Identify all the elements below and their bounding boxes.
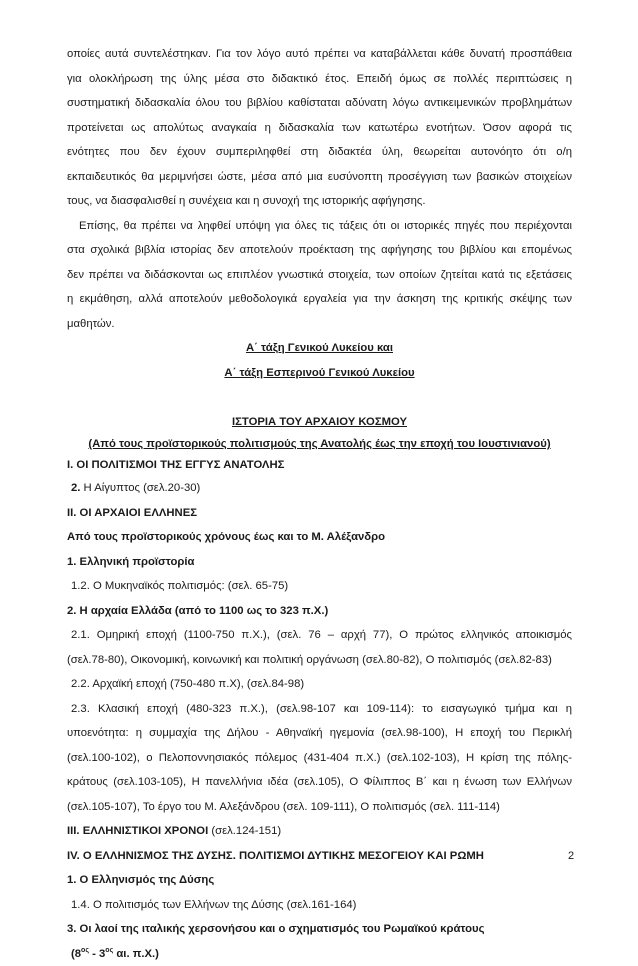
class-heading-line-2: Α΄ τάξη Εσπερινού Γενικού Λυκείου [224,367,414,379]
item-text: Η Αίγυπτος (σελ.20-30) [80,482,200,494]
syllabus-item [67,476,572,501]
subject-title [67,410,572,435]
dates-open: (8 [71,948,81,960]
chapter-heading: 1. Ο Ελληνισμός της Δύσης [67,868,572,893]
syllabus-item: (σελ.78-80), Οικονομική, κοινωνική και πολιτική οργάνωση (σελ.80-82), Ο πολιτισμός (σελ.82-83) [67,648,572,673]
body-text-line: στα σχολικά βιβλία ιστορίας δεν αποτελούν προέκταση της αφήγησης του βιβλίου και επομένως [67,238,572,263]
item-number: 2. [71,482,80,494]
ordinal-superscript: ος [81,947,89,954]
section-subheading: Από τους προϊστορικούς χρόνους έως και το Μ. Αλέξανδρο [67,525,572,550]
chapter-dates [67,942,572,966]
syllabus-item: υποενότητα: η συμμαχία της Δήλου - Αθηναϊκή ηγεμονία (σελ.98-100), Η εποχή του Περικλή [67,721,572,746]
body-text-line: τους, να διασφαλισθεί η συνέχεια και η συνοχή της ιστορικής αφήγησης. [67,189,572,214]
class-heading-line-1: Α΄ τάξη Γενικού Λυκείου και [246,342,393,354]
syllabus-item: κράτους (σελ.103-105), Η πανελλήνια ιδέα (σελ.105), Ο Φίλιππος Β΄ και η ένωση των Ελλήνων [67,770,572,795]
syllabus-item: (σελ.105-107), Το έργο του Μ. Αλεξάνδρου (σελ. 109-111), Ο πολιτισμός (σελ. 111-114) [67,795,572,820]
section-heading: Ι. ΟΙ ΠΟΛΙΤΙΣΜΟΙ ΤΗΣ ΕΓΓΥΣ ΑΝΑΤΟΛΗΣ [67,454,572,476]
body-text-line: δεν πρέπει να διδάσκονται ως επιπλέον γνωστικά στοιχεία, των οποίων ζητείται κατά τις εξετάσεις [67,263,572,288]
syllabus-item: 2.3. Κλασική εποχή (480-323 π.Χ.), (σελ.98-107 και 109-114): το εισαγωγικό τμήμα και η [67,697,572,722]
syllabus-item: 2.1. Ομηρική εποχή (1100-750 π.Χ.), (σελ. 76 – αρχή 77), Ο πρώτος ελληνικός αποικισμός [67,623,572,648]
class-heading [67,361,572,386]
body-text-line: ενότητες που δεν έχουν συμπεριληφθεί στη διδακτέα ύλη, θεωρείται αυτονόητο ότι ο/η [67,140,572,165]
body-text-line: οποίες αυτά συντελέστηκαν. Για τον λόγο αυτό πρέπει να καταβάλλεται κάθε δυνατή προσπάθεια [67,42,572,67]
body-text-line: εκπαιδευτικός θα μεριμνήσει ώστε, μέσα από μια ευσύνοπτη προσέγγιση των βασικών στοιχείων [67,165,572,190]
dates-close: αι. π.Χ.) [113,948,159,960]
section-title: ΙΙΙ. ΕΛΛΗΝΙΣΤΙΚΟΙ ΧΡΟΝΟΙ [67,825,208,837]
chapter-heading: 3. Οι λαοί της ιταλικής χερσονήσου και ο σχηματισμός του Ρωμαϊκού κράτους [67,917,572,942]
document-page [67,42,572,966]
page-number: 2 [568,850,574,862]
dates-mid: - 3 [89,948,105,960]
chapter-heading: 1. Ελληνική προϊστορία [67,550,572,575]
class-heading [67,336,572,361]
ordinal-superscript: ος [105,947,113,954]
syllabus-item: 1.4. Ο πολιτισμός των Ελλήνων της Δύσης (σελ.161-164) [67,893,572,918]
spacer [67,385,572,410]
body-text-line: μαθητών. [67,312,572,337]
body-text-line: συστηματική διδασκαλία όλου του βιβλίου καθίσταται αδύνατη λόγω αντικειμενικών προβλημάτων [67,91,572,116]
syllabus-item: 1.2. Ο Μυκηναϊκός πολιτισμός: (σελ. 65-75) [67,574,572,599]
body-text-line: προτείνεται ως απολύτως αναγκαία η διδασκαλία των κατωτέρω ενοτήτων. Όσον αφορά τις [67,116,572,141]
body-text-line: η εκμάθηση, αλλά αποτελούν μεθοδολογικά εργαλεία για την άσκηση της κριτικής σκέψης των [67,287,572,312]
subject-subtitle-text: (Από τους προϊστορικούς πολιτισμούς της Ανατολής έως την εποχή του Ιουστινιανού) [88,438,550,450]
subject-title-text: ΙΣΤΟΡΙΑ ΤΟΥ ΑΡΧΑΙΟΥ ΚΟΣΜΟΥ [232,416,407,428]
section-heading: ΙV. Ο ΕΛΛΗΝΙΣΜΟΣ ΤΗΣ ΔΥΣΗΣ. ΠΟΛΙΤΙΣΜΟΙ ΔΥΤΙΚΗΣ ΜΕΣΟΓΕΙΟΥ ΚΑΙ ΡΩΜΗ [67,844,572,869]
chapter-heading: 2. Η αρχαία Ελλάδα (από το 1100 ως το 323 π.Χ.) [67,599,572,624]
body-text-line: για ολοκλήρωση της ύλης μέσα στο διδακτικό έτος. Επειδή όμως σε πολλές περιπτώσεις η [67,67,572,92]
syllabus-item: (σελ.100-102), ο Πελοποννησιακός πόλεμος (431-404 π.Χ.) (σελ.102-103), Η κρίση της πόλης- [67,746,572,771]
section-pages: (σελ.124-151) [208,825,281,837]
section-heading: ΙΙ. ΟΙ ΑΡΧΑΙΟΙ ΕΛΛΗΝΕΣ [67,501,572,526]
section-heading [67,819,572,844]
subject-subtitle [67,434,572,454]
body-text-line: Επίσης, θα πρέπει να ληφθεί υπόψη για όλες τις τάξεις ότι οι ιστορικές πηγές που περιέχονται [67,214,572,239]
syllabus-item: 2.2. Αρχαϊκή εποχή (750-480 π.Χ), (σελ.84-98) [67,672,572,697]
